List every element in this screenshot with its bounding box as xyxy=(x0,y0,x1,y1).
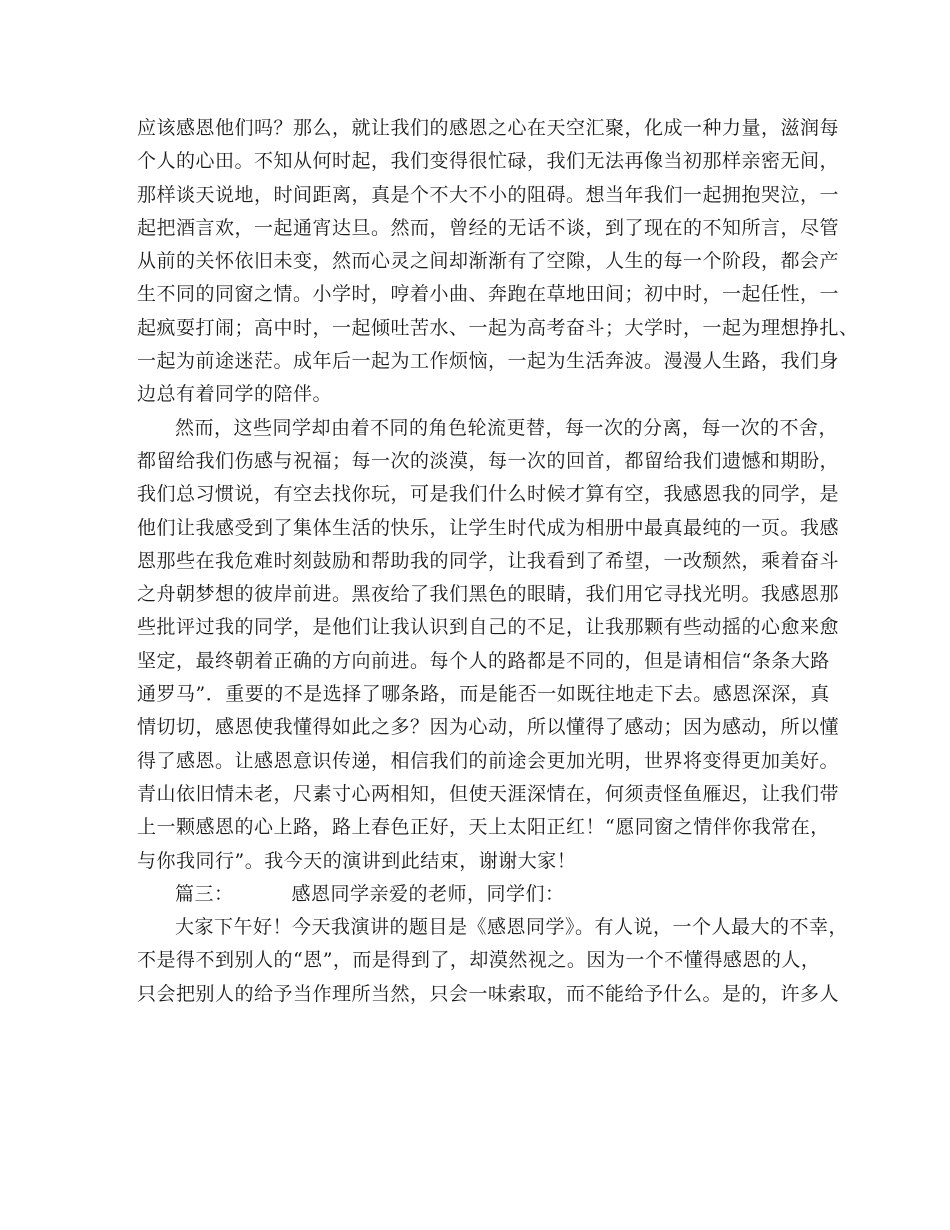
text-line: 从前的关怀依旧未变，然而心灵之间却渐渐有了空隙，人生的每一个阶段，都会产 xyxy=(137,250,840,273)
text-line: 只会把别人的给予当作理所当然，只会一味索取，而不能给予什么。是的，许多人 xyxy=(137,982,840,1005)
text-line: 我们总习惯说，有空去找你玩，可是我们什么时候才算有空，我感恩我的同学，是 xyxy=(137,483,840,506)
text-line: 坚定，最终朝着正确的方向前进。每个人的路都是不同的，但是请相信“条条大路 xyxy=(137,649,830,672)
paragraph-start-line: 大家下午好！今天我演讲的题目是《感恩同学》。有人说，一个人最大的不幸， xyxy=(175,916,849,939)
section-heading xyxy=(137,878,827,911)
text-line: 上一颗感恩的心上路，路上春色正好，天上太阳正红！“愿同窗之情伴你我常在， xyxy=(137,816,830,839)
text-line: 生不同的同窗之情。小学时，哼着小曲、奔跑在草地田间；初中时，一起任性，一 xyxy=(137,283,840,306)
text-line: 恩那些在我危难时刻鼓励和帮助我的同学，让我看到了希望，一改颓然，乘着奋斗 xyxy=(137,549,840,572)
body-text xyxy=(137,112,859,1011)
text-line: 那样谈天说地，时间距离，真是个不大不小的阻碍。想当年我们一起拥抱哭泣，一 xyxy=(137,183,840,206)
text-line: 起疯耍打闹；高中时，一起倾吐苦水、一起为高考奋斗；大学时，一起为理想挣扎、 xyxy=(137,316,859,339)
text-line: 不是得不到别人的“恩”，而是得到了，却漠然视之。因为一个不懂得感恩的人， xyxy=(137,949,821,972)
text-line: 些批评过我的同学，是他们让我认识到自己的不足，让我那颗有些动摇的心愈来愈 xyxy=(137,616,840,639)
text-line: 起把酒言欢，一起通宵达旦。然而，曾经的无话不谈，到了现在的不知所言，尽管 xyxy=(137,216,840,239)
text-line: 情切切，感恩使我懂得如此之多？因为心动，所以懂得了感动；因为感动，所以懂 xyxy=(137,716,840,739)
text-line: 与你我同行”。我今天的演讲到此结束，谢谢大家！ xyxy=(137,849,577,872)
text-line: 边总有着同学的陪伴。 xyxy=(137,383,333,406)
text-line: 都留给我们伤感与祝福；每一次的淡漠，每一次的回首，都留给我们遗憾和期盼， xyxy=(137,449,840,472)
text-line: 应该感恩他们吗？那么，就让我们的感恩之心在天空汇聚，化成一种力量，滋润每 xyxy=(137,117,840,139)
text-line: 一起为前途迷茫。成年后一起为工作烦恼，一起为生活奔波。漫漫人生路，我们身 xyxy=(137,350,840,373)
section-title: 感恩同学亲爱的老师，同学们： xyxy=(291,882,565,905)
section-label: 篇三： xyxy=(175,882,234,905)
text-line: 个人的心田。不知从何时起，我们变得很忙碌，我们无法再像当初那样亲密无间， xyxy=(137,150,840,173)
text-line: 青山依旧情未老，尺素寸心两相知，但使天涯深情在，何须责怪鱼雁迟，让我们带 xyxy=(137,782,840,805)
text-line: 得了感恩。让感恩意识传递，相信我们的前途会更加光明，世界将变得更加美好。 xyxy=(137,749,840,772)
text-line: 通罗马”．重要的不是选择了哪条路，而是能否一如既往地走下去。感恩深深，真 xyxy=(137,683,830,706)
paragraph-start-line: 然而，这些同学却由着不同的角色轮流更替，每一次的分离，每一次的不舍， xyxy=(175,416,839,439)
text-line: 之舟朝梦想的彼岸前进。黑夜给了我们黑色的眼睛，我们用它寻找光明。我感恩那 xyxy=(137,583,840,606)
text-line: 他们让我感受到了集体生活的快乐，让学生时代成为相册中最真最纯的一页。我感 xyxy=(137,516,840,539)
